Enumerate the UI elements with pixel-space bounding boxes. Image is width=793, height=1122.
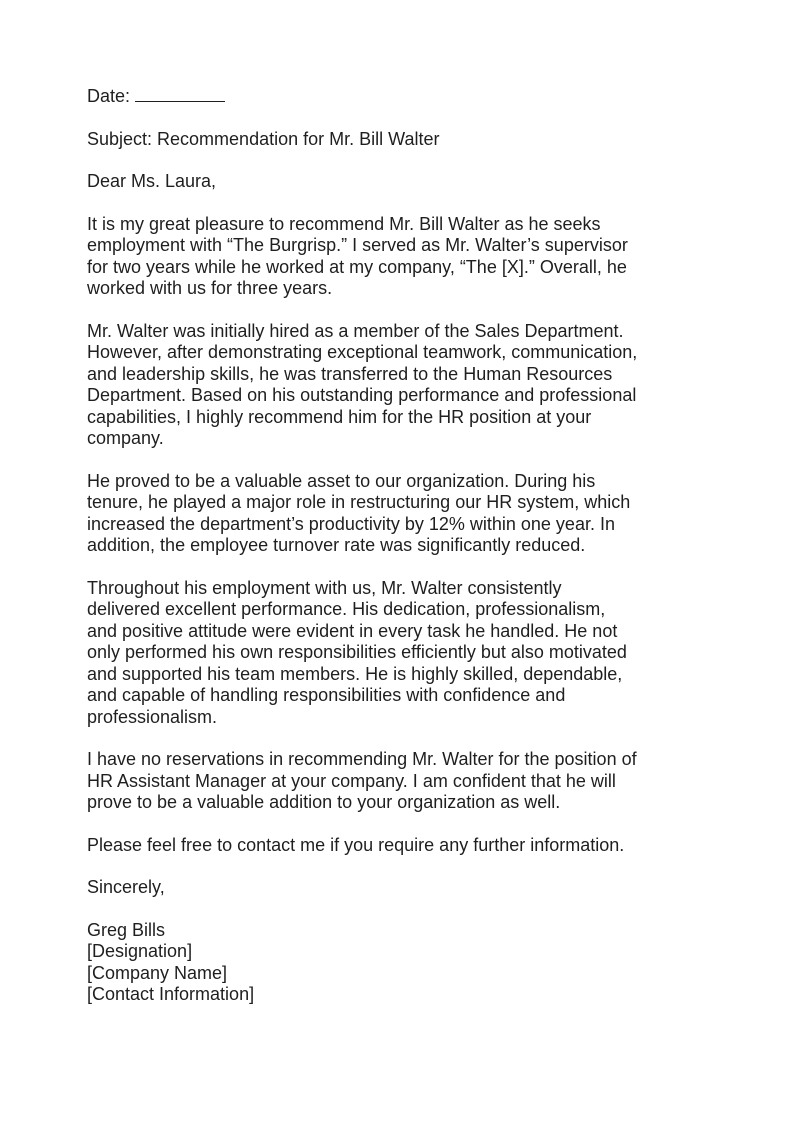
paragraph-line: Mr. Walter was initially hired as a member of the Sales Department. [87,320,624,341]
paragraph-intro [87,214,727,300]
paragraph-line: addition, the employee turnover rate was significantly reduced. [87,535,586,555]
paragraph-line: increased the department’s productivity by 12% within one year. In [87,513,615,534]
paragraph-line: company. [87,428,164,448]
paragraph-line: capabilities, I highly recommend him for the HR position at your [87,406,592,427]
date-line [87,86,727,108]
paragraph-achievements [87,471,727,557]
salutation: Dear Ms. Laura, [87,171,217,191]
paragraph-line: tenure, he played a major role in restructuring our HR system, which [87,492,631,512]
paragraph-recommendation [87,749,727,814]
letter-document [87,86,727,1006]
signature-designation: [Designation] [87,941,193,961]
closing: Sincerely, [87,877,165,897]
paragraph-line: and supported his team members. He is highly skilled, dependable, [87,663,623,684]
paragraph-line: worked with us for three years. [87,278,333,298]
signature-block [87,920,727,1006]
paragraph-line: professionalism. [87,706,218,727]
paragraph-line: and positive attitude were evident in every task he handled. He not [87,620,618,641]
date-label: Date: [87,86,131,106]
paragraph-line: delivered excellent performance. His dedication, professionalism, [87,599,606,619]
paragraph-line: HR Assistant Manager at your company. I am confident that he will [87,770,616,791]
signature-name: Greg Bills [87,919,166,940]
paragraph-line: and leadership skills, he was transferred to the Human Resources [87,363,613,384]
paragraph-line: He proved to be a valuable asset to our organization. During his [87,470,596,491]
paragraph-line: It is my great pleasure to recommend Mr. Bill Walter as he seeks [87,213,601,234]
paragraph-line: only performed his own responsibilities efficiently but also motivated [87,642,627,662]
paragraph-background [87,321,727,450]
paragraph-line: employment with “The Burgrisp.” I served as Mr. Walter’s supervisor [87,235,628,255]
paragraph-line: Throughout his employment with us, Mr. Walter consistently [87,577,562,598]
paragraph-line: However, after demonstrating exceptional teamwork, communication, [87,342,638,362]
paragraph-line: prove to be a valuable addition to your organization as well. [87,792,561,812]
paragraph-line: and capable of handling responsibilities with confidence and [87,685,566,705]
signature-contact: [Contact Information] [87,984,255,1004]
date-blank-field [135,87,225,102]
paragraph-line: Department. Based on his outstanding performance and professional [87,385,637,405]
signature-company: [Company Name] [87,962,228,983]
paragraph-line: for two years while he worked at my company, “The [X].” Overall, he [87,256,627,277]
paragraph-line: Please feel free to contact me if you require any further information. [87,834,625,855]
subject-line: Subject: Recommendation for Mr. Bill Walter [87,128,440,149]
paragraph-line: I have no reservations in recommending Mr. Walter for the position of [87,749,637,769]
paragraph-performance [87,578,727,729]
paragraph-contact [87,835,727,857]
